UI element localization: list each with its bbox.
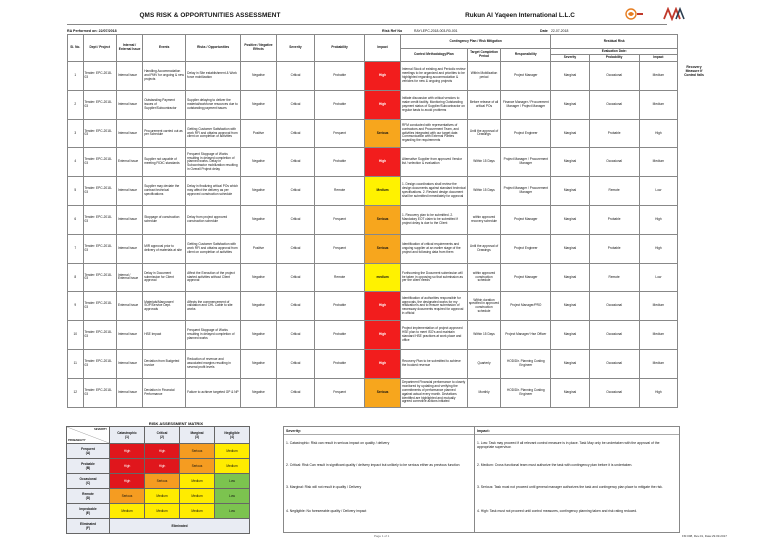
impact-legend-item: 1. Low: Task may proceed if all relevant control measure is in place. Task May only be undertaken with the approval of the appropriate supervisor.	[477, 441, 660, 450]
row-risk: Delay in finalizing critical POs which may affect the delivery as per approved construction schedule	[186, 177, 241, 206]
row-event: MIR approval prior to delivery of materials at site	[143, 234, 186, 263]
row-residual-impact: Medium	[639, 349, 677, 378]
row-dept: Tender: EPC-2018-03	[83, 349, 116, 378]
matrix-probability-code: (D)	[85, 496, 91, 500]
row-issue-type: Internal Issue	[116, 119, 142, 148]
row-probability: Probable	[315, 90, 365, 119]
row-control: Recovery Plan to be submitted to achieve the booked revenue	[400, 349, 467, 378]
row-residual-probability: Occasional	[589, 292, 639, 321]
row-severity: Critical	[276, 263, 314, 292]
row-residual-probability: Occasional	[589, 349, 639, 378]
matrix-probability-code: (A)	[85, 451, 91, 455]
row-residual-probability: Occasional	[589, 378, 639, 407]
row-residual-probability: Probable	[589, 205, 639, 234]
impact-legend-heading: Impact:	[475, 427, 679, 435]
date-value: 22-07-2018	[551, 29, 569, 33]
col-impact: Impact	[365, 35, 401, 62]
row-responsibility: HOD/Dir. Planning Costing Engineer	[501, 378, 551, 407]
row-responsibility: Finance Manager / Procurement Manager / Project Manager	[501, 90, 551, 119]
performed-on-date: RA Performed on: 22/07/2018	[67, 29, 117, 33]
matrix-severity-label: Negligible	[224, 431, 240, 435]
severity-legend-item: 3. Marginal: Risk will not result in quality / Delivery	[286, 485, 362, 489]
row-sl-no: 12	[68, 378, 84, 407]
row-effect: Negative	[241, 177, 277, 206]
row-severity: Critical	[276, 62, 314, 91]
row-residual-severity: Marginal	[551, 205, 589, 234]
table-row	[68, 119, 678, 148]
table-row	[68, 378, 678, 407]
row-dept: Tender: EPC-2018-03	[83, 62, 116, 91]
row-severity: Critical	[276, 321, 314, 350]
row-target: Until the approval of Drawings	[467, 234, 500, 263]
row-event: Delay in Document submission for Client approval	[143, 263, 186, 292]
row-residual-impact: Medium	[639, 62, 677, 91]
matrix-probability-label: Frequent	[81, 447, 95, 451]
row-risk: Getting Customer Satisfaction with work RFI and obtains approval from client on completion of activities	[186, 234, 241, 263]
row-target: Monthly	[467, 378, 500, 407]
row-impact: High	[365, 62, 401, 91]
row-severity: Critical	[276, 119, 314, 148]
row-residual-severity: Marginal	[551, 62, 589, 91]
matrix-cell: Medium	[145, 489, 180, 504]
severity-legend-item: 2. Critical: Risk Can result in significant quality / delivery impact but unlikely to be serious either as previous function	[286, 463, 460, 467]
row-effect: Negative	[241, 321, 277, 350]
row-event: HSE Impact	[143, 321, 186, 350]
row-sl-no: 2	[68, 90, 84, 119]
row-residual-severity: Marginal	[551, 119, 589, 148]
row-sl-no: 3	[68, 119, 84, 148]
matrix-severity-code: (3)	[195, 435, 199, 439]
matrix-cell: High	[110, 459, 145, 474]
row-responsibility: Project Manager / Procurement Manager	[501, 148, 551, 177]
row-issue-type: Internal Issue	[116, 205, 142, 234]
row-control: Internal Stock of existing and Periodic review meetings to be organized and priorities to be highlighted regarding accommodation & vehicles for new & ongoing projects	[400, 62, 467, 91]
impact-legend	[474, 426, 680, 533]
table-row	[68, 90, 678, 119]
row-responsibility: Project Manager	[501, 62, 551, 91]
row-residual-impact: High	[639, 119, 677, 148]
row-risk: Reduction of revenue and associated margins resulting in several profit levels	[186, 349, 241, 378]
table-row	[68, 321, 678, 350]
row-effect: Positive	[241, 234, 277, 263]
row-probability: Probable	[315, 321, 365, 350]
risk-ref-label: Risk Ref No	[382, 29, 403, 33]
matrix-cell: Medium	[215, 444, 250, 459]
row-issue-type: External Issue	[116, 292, 142, 321]
row-probability: Probable	[315, 292, 365, 321]
company-logo	[624, 7, 644, 21]
row-event: Procurement carried out as per Schedule	[143, 119, 186, 148]
matrix-cell: Medium	[180, 489, 215, 504]
row-residual-impact: High	[639, 234, 677, 263]
row-responsibility: Project Manager/PRO	[501, 292, 551, 321]
matrix-row	[67, 459, 250, 474]
row-residual-probability: Remote	[589, 177, 639, 206]
row-control: RFM conducted with representatives of contractors and Procurement Team, and activities integrated with our target date. Communication with External Parties regarding the requirements	[400, 119, 467, 148]
matrix-corner-severity: SEVERITY	[94, 428, 107, 431]
row-issue-type: Internal / External Issue	[116, 263, 142, 292]
row-dept: Tender: EPC-2018-03	[83, 378, 116, 407]
row-control: Forthcoming the Document submission will be taken in opposing so that submission as per the client needs	[400, 263, 467, 292]
row-sl-no: 9	[68, 292, 84, 321]
matrix-severity-header	[145, 427, 180, 444]
matrix-cell: Low	[215, 474, 250, 489]
row-severity: Critical	[276, 378, 314, 407]
row-impact: Medium	[365, 177, 401, 206]
col-risks: Risks / Opportunities	[186, 35, 241, 62]
matrix-probability-header	[67, 474, 110, 489]
row-issue-type: Internal Issue	[116, 62, 142, 91]
matrix-eliminated-cell: Eliminated	[110, 519, 250, 534]
matrix-cell: Serious	[180, 459, 215, 474]
severity-legend-item: 1. Catastrophic: Risk can result in serious impact on quality / delivery	[286, 441, 390, 445]
matrix-cell: High	[145, 459, 180, 474]
row-residual-severity: Marginal	[551, 90, 589, 119]
row-sl-no: 8	[68, 263, 84, 292]
row-event: Deviation in Financial Performance	[143, 378, 186, 407]
row-severity: Critical	[276, 148, 314, 177]
row-dept: Tender: EPC-2018-03	[83, 90, 116, 119]
row-residual-probability: Occasional	[589, 62, 639, 91]
row-residual-severity: Marginal	[551, 148, 589, 177]
row-residual-impact: Low	[639, 263, 677, 292]
matrix-row	[67, 489, 250, 504]
row-target: within approved recovery schedule	[467, 205, 500, 234]
col-target: Target Completion Period	[467, 49, 500, 62]
matrix-row	[67, 474, 250, 489]
row-probability: Frequent	[315, 119, 365, 148]
row-risk: Frequent Stoppage of Works resulting in delayed completion of planned works. Delay in Subcontractor mobilization resulting in Overall Project delay	[186, 148, 241, 177]
row-probability: Probable	[315, 148, 365, 177]
row-responsibility: Project Manager/ Hse Officer	[501, 321, 551, 350]
recovery-measure-header: Recovery Measure If Control fails	[684, 65, 704, 77]
row-risk: Affect the Execution of the project started activities without Client approval	[186, 263, 241, 292]
row-residual-impact: High	[639, 378, 677, 407]
matrix-cell: Medium	[180, 474, 215, 489]
row-target: Within 15 Days	[467, 148, 500, 177]
matrix-probability-label: Probable	[81, 462, 95, 466]
risk-matrix-title: RISK ASSESSMENT MATRIX	[148, 421, 204, 426]
row-probability: Remote	[315, 177, 365, 206]
matrix-corner	[67, 427, 110, 444]
risk-assessment-matrix	[66, 426, 250, 534]
table-row	[68, 62, 678, 91]
row-control: Identification of critical requirements and ongoing supplier at an earlier stage of the project and following data from them	[400, 234, 467, 263]
row-control: Alternative Supplier from approved Vendor list / selection & evaluation	[400, 148, 467, 177]
matrix-cell: Medium	[180, 504, 215, 519]
table-row	[68, 349, 678, 378]
row-risk: Failure to achieve targeted GP & NP	[186, 378, 241, 407]
row-responsibility: Project Manager	[501, 263, 551, 292]
row-sl-no: 4	[68, 148, 84, 177]
row-residual-severity: Marginal	[551, 263, 589, 292]
row-event: Supplier not capable of meeting FIDIC standards	[143, 148, 186, 177]
row-target: within approved construction schedule	[467, 263, 500, 292]
row-dept: Tender: EPC-2018-03	[83, 205, 116, 234]
row-effect: Negative	[241, 205, 277, 234]
matrix-eliminated-code: (F)	[85, 526, 91, 530]
row-event: Materials/Manpower/ SOP/Service Dept. approvals	[143, 292, 186, 321]
row-sl-no: 6	[68, 205, 84, 234]
row-severity: Critical	[276, 234, 314, 263]
row-target: Within Mobilization period	[467, 62, 500, 91]
row-responsibility: Project Manager / Procurement Manager	[501, 177, 551, 206]
col-effect: Positive / Negative Effects	[241, 35, 277, 62]
table-row	[68, 234, 678, 263]
matrix-corner-probability: PROBABILITY	[68, 439, 86, 442]
table-row	[68, 148, 678, 177]
matrix-cell: Medium	[145, 504, 180, 519]
row-effect: Negative	[241, 148, 277, 177]
matrix-row	[67, 504, 250, 519]
row-impact: High	[365, 292, 401, 321]
col-responsibility: Responsibility	[501, 49, 551, 62]
row-risk: Delay from project approved construction schedule	[186, 205, 241, 234]
row-issue-type: Internal Issue	[116, 90, 142, 119]
header-divider	[67, 24, 667, 25]
row-dept: Tender: EPC-2018-03	[83, 177, 116, 206]
matrix-severity-code: (1)	[125, 435, 129, 439]
row-control: Initiate discussion with critical vendors to make credit facility. Monitoring Outstanding payment status of Supplier/Subcontractor on regular basis to avoid problems	[400, 90, 467, 119]
matrix-probability-label: Occasional	[79, 477, 97, 481]
row-effect: Negative	[241, 263, 277, 292]
row-risk: Delay in Site establishment & Work force mobilization	[186, 62, 241, 91]
impact-legend-item: 2. Medium: Cross functional team must authorize the task with contingency plan before it is undertaken.	[477, 463, 633, 467]
matrix-probability-header	[67, 444, 110, 459]
row-effect: Negative	[241, 349, 277, 378]
row-probability: Frequent	[315, 205, 365, 234]
row-severity: Critical	[276, 90, 314, 119]
row-residual-probability: Occasional	[589, 148, 639, 177]
col-severity: Severity	[276, 35, 314, 62]
form-code: FM 008, Rev.01, Date:29.09.2017	[682, 534, 727, 538]
row-residual-probability: Remote	[589, 263, 639, 292]
row-dept: Tender: EPC-2018-03	[83, 321, 116, 350]
matrix-severity-header	[215, 427, 250, 444]
row-residual-probability: Occasional	[589, 90, 639, 119]
matrix-severity-label: Critical	[156, 431, 168, 435]
row-impact: Serious	[365, 205, 401, 234]
row-residual-probability: Probable	[589, 119, 639, 148]
matrix-probability-header	[67, 489, 110, 504]
matrix-eliminated-header	[67, 519, 110, 534]
row-residual-severity: Marginal	[551, 234, 589, 263]
matrix-probability-code: (E)	[85, 511, 91, 515]
row-responsibility: Project Engineer	[501, 234, 551, 263]
row-event: Handling Accommodation and PMV for ongoing & new projects	[143, 62, 186, 91]
row-residual-severity: Marginal	[551, 378, 589, 407]
row-control: Identification of authorities responsible for approvals, the designated works for my realization's and to ensure submission of necessary documents required for approval in official	[400, 292, 467, 321]
matrix-probability-label: Improbable	[79, 507, 97, 511]
matrix-cell: Serious	[180, 444, 215, 459]
row-residual-probability: Probable	[589, 234, 639, 263]
row-control: Project implementation of project approved HSE plan to meet ISO's and maintain standard HSE practices at work place and office	[400, 321, 467, 350]
col-internal-external: Internal / External Issue	[116, 35, 142, 62]
col-contingency: Contingency Plan / Risk Mitigation	[400, 35, 550, 49]
row-responsibility: HOD/Dir. Planning Costing Engineer	[501, 349, 551, 378]
table-row	[68, 177, 678, 206]
col-probability: Probability	[315, 35, 365, 62]
col-residual-severity: Severity	[551, 55, 589, 62]
matrix-severity-header	[110, 427, 145, 444]
row-risk: Getting Customer Satisfaction with work RFI and obtains approval from client on completion of activities	[186, 119, 241, 148]
matrix-probability-code: (B)	[85, 466, 91, 470]
row-control: 1. Recovery plan to be submitted. 2. Mandatory EOT claim to be submitted if project delay is due to the Client	[400, 205, 467, 234]
row-event: Deviation from Budgeted Invoice	[143, 349, 186, 378]
row-target: Within 15 Days	[467, 321, 500, 350]
date-label: Date	[540, 29, 548, 33]
row-effect: Positive	[241, 119, 277, 148]
row-effect: Negative	[241, 62, 277, 91]
row-residual-severity: Marginal	[551, 292, 589, 321]
row-residual-impact: Medium	[639, 90, 677, 119]
impact-legend-item: 4. High: Task must not proceed until control measures, contingency planning taken and risk rating reduced.	[477, 509, 638, 513]
matrix-cell: High	[145, 444, 180, 459]
matrix-eliminated-label: Eliminated	[79, 522, 97, 526]
matrix-severity-code: (4)	[230, 435, 234, 439]
row-issue-type: Internal Issue	[116, 349, 142, 378]
row-severity: Critical	[276, 205, 314, 234]
row-responsibility: Project Engineer	[501, 119, 551, 148]
row-sl-no: 11	[68, 349, 84, 378]
row-sl-no: 10	[68, 321, 84, 350]
row-impact: High	[365, 349, 401, 378]
matrix-cell: Serious	[145, 474, 180, 489]
row-residual-impact: Medium	[639, 292, 677, 321]
row-responsibility: Project Manager	[501, 205, 551, 234]
row-dept: Tender: EPC-2018-03	[83, 119, 116, 148]
row-target: Before release of all critical POs	[467, 90, 500, 119]
table-row	[68, 292, 678, 321]
col-control: Control Methodology/Plan	[400, 49, 467, 62]
row-sl-no: 5	[68, 177, 84, 206]
matrix-cell: Low	[215, 489, 250, 504]
severity-legend-item: 4. Negligible: No foreseeable quality / Delivery impact	[286, 509, 367, 513]
row-issue-type: Internal Issue	[116, 234, 142, 263]
row-impact: High	[365, 321, 401, 350]
matrix-cell: Medium	[215, 459, 250, 474]
row-impact: High	[365, 148, 401, 177]
table-row	[68, 205, 678, 234]
col-dept: Dept / Project	[83, 35, 116, 62]
row-residual-impact: High	[639, 205, 677, 234]
row-impact: Serious	[365, 378, 401, 407]
row-residual-severity: Marginal	[551, 177, 589, 206]
row-dept: Tender: EPC-2018-03	[83, 148, 116, 177]
impact-legend-item: 3. Serious: Task must not proceed until general manager authorizes the task and contingency plan place to mitigate the risk.	[477, 485, 663, 489]
row-impact: medium	[365, 263, 401, 292]
row-target: Until the approval of Drawings	[467, 119, 500, 148]
row-effect: Negative	[241, 90, 277, 119]
matrix-row	[67, 444, 250, 459]
row-target: Quarterly	[467, 349, 500, 378]
col-residual-probability: Probability	[589, 55, 639, 62]
row-residual-severity: Marginal	[551, 321, 589, 350]
company-name: Rukun Al Yaqeen International L.L.C	[465, 12, 575, 19]
row-residual-impact: Medium	[639, 321, 677, 350]
matrix-cell: Low	[215, 504, 250, 519]
row-residual-severity: Marginal	[551, 349, 589, 378]
row-impact: Serious	[365, 119, 401, 148]
table-row	[68, 263, 678, 292]
page-number: Page 1 of 1	[374, 534, 390, 538]
row-impact: High	[365, 90, 401, 119]
row-dept: Tender: EPC-2018-03	[83, 263, 116, 292]
matrix-cell: High	[110, 444, 145, 459]
row-probability: Remote	[315, 263, 365, 292]
row-event: Supplier may deviate the contract technical specifications	[143, 177, 186, 206]
col-events: Events	[143, 35, 186, 62]
row-event: Outstanding Payment issues of Supplier/Subcontractor	[143, 90, 186, 119]
severity-legend-heading: Severity:	[284, 427, 474, 435]
col-sl-no: Sl. No.	[68, 35, 84, 62]
row-severity: Critical	[276, 349, 314, 378]
row-severity: Critical	[276, 292, 314, 321]
risk-register-table	[67, 34, 678, 408]
matrix-severity-label: Marginal	[190, 431, 204, 435]
matrix-severity-label: Catastrophic	[117, 431, 137, 435]
row-severity: Critical	[276, 177, 314, 206]
matrix-probability-label: Remote	[82, 492, 94, 496]
row-residual-impact: Medium	[639, 148, 677, 177]
row-control: 1. Design coordinators shall review the design documents against standard technical specifications. 2. Revised design document shall be submitted immediately for approval	[400, 177, 467, 206]
matrix-cell: High	[110, 474, 145, 489]
document-title: QMS RISK & OPPORTUNITIES ASSESSMENT	[139, 12, 281, 19]
row-sl-no: 1	[68, 62, 84, 91]
row-effect: Negative	[241, 292, 277, 321]
row-control: Department Financial performance to closely monitored by updating and verifying the commitments of performance planned against actual every month. Deviations identified are highlighted and mutually agreed corrective actions initiated	[400, 378, 467, 407]
matrix-probability-code: (C)	[85, 481, 91, 485]
risk-ref-value: RAYI-EPC-2018-003-R0-001	[414, 29, 458, 33]
row-issue-type: Internal Issue	[116, 378, 142, 407]
row-dept: Tender: EPC-2018-03	[83, 292, 116, 321]
row-impact: Serious	[365, 234, 401, 263]
row-risk: Affects the commencement of validation and CHL Cable to site works	[186, 292, 241, 321]
row-issue-type: Internal Issue	[116, 177, 142, 206]
row-risk: Supplier delaying to deliver the material/workforce resources due to outstanding payment issues	[186, 90, 241, 119]
row-target: Within 15 Days	[467, 177, 500, 206]
row-issue-type: Internal Issue	[116, 321, 142, 350]
matrix-cell: Medium	[110, 504, 145, 519]
matrix-severity-header	[180, 427, 215, 444]
row-target: Within duration specified in approved construction schedule	[467, 292, 500, 321]
matrix-probability-header	[67, 504, 110, 519]
severity-legend	[283, 426, 475, 533]
matrix-probability-header	[67, 459, 110, 474]
row-probability: Frequent	[315, 378, 365, 407]
row-issue-type: External Issue	[116, 148, 142, 177]
row-dept: Tender: EPC-2018-03	[83, 234, 116, 263]
col-residual: Residual Risk	[551, 35, 678, 49]
row-residual-impact: Low	[639, 177, 677, 206]
row-probability: Frequent	[315, 234, 365, 263]
col-residual-impact: Impact	[639, 55, 677, 62]
row-risk: Frequent Stoppage of Works resulting in delayed completion of planned works	[186, 321, 241, 350]
row-residual-probability: Occasional	[589, 321, 639, 350]
row-effect: Negative	[241, 378, 277, 407]
row-probability: Probable	[315, 62, 365, 91]
matrix-cell: Serious	[110, 489, 145, 504]
row-probability: Probable	[315, 349, 365, 378]
matrix-severity-code: (2)	[160, 435, 164, 439]
row-event: Stoppage of construction schedule	[143, 205, 186, 234]
partner-logo	[662, 7, 686, 21]
row-sl-no: 7	[68, 234, 84, 263]
col-eval-date: Evaluation Date:	[551, 49, 678, 55]
